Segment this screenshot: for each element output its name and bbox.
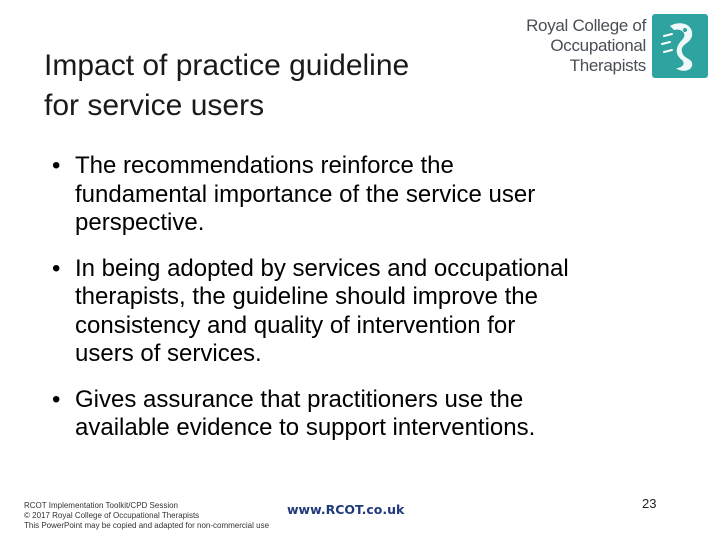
title-line-2: for service users bbox=[44, 89, 265, 122]
footer-line-1: RCOT Implementation Toolkit/CPD Session bbox=[24, 501, 178, 510]
bullet-text-line: fundamental importance of the service user bbox=[75, 180, 536, 208]
slide-title bbox=[44, 46, 544, 126]
bullet-item bbox=[52, 152, 672, 238]
bullet-text-line: The recommendations reinforce the bbox=[75, 152, 454, 179]
bullet-text-line: therapists, the guideline should improve the bbox=[75, 283, 538, 310]
bullet-text-line: perspective. bbox=[75, 209, 205, 236]
bullet-dot: • bbox=[52, 152, 61, 179]
bullet-text-line: users of services. bbox=[75, 340, 262, 367]
bullet-dot: • bbox=[52, 385, 61, 413]
page-number: 23 bbox=[642, 496, 657, 511]
bullet-text-line: consistency and quality of intervention for bbox=[75, 311, 516, 339]
footer-copyright bbox=[24, 501, 269, 531]
bullet-text-line: In being adopted by services and occupational bbox=[75, 254, 569, 282]
bullet-item bbox=[52, 386, 672, 443]
title-line-1: Impact of practice guideline bbox=[44, 49, 410, 82]
footer-line-2: © 2017 Royal College of Occupational Therapists bbox=[24, 511, 200, 520]
footer-website-link[interactable]: www.RCOT.co.uk bbox=[287, 502, 405, 517]
rcot-logo bbox=[526, 14, 708, 78]
logo-line-2: Occupational bbox=[550, 36, 646, 55]
rcot-seahorse-emblem-icon bbox=[652, 14, 708, 78]
bullet-text-line: Gives assurance that practitioners use the bbox=[75, 385, 524, 413]
bullet-list bbox=[52, 152, 672, 460]
logo-line-3: Therapists bbox=[569, 56, 646, 75]
footer-line-3: This PowerPoint may be copied and adapted for non-commercial use bbox=[24, 521, 270, 530]
bullet-dot: • bbox=[52, 254, 61, 282]
logo-line-1: Royal College of bbox=[526, 16, 646, 35]
bullet-item bbox=[52, 255, 672, 369]
logo-wordmark bbox=[526, 16, 646, 76]
bullet-text-line: available evidence to support interventions. bbox=[75, 414, 536, 441]
